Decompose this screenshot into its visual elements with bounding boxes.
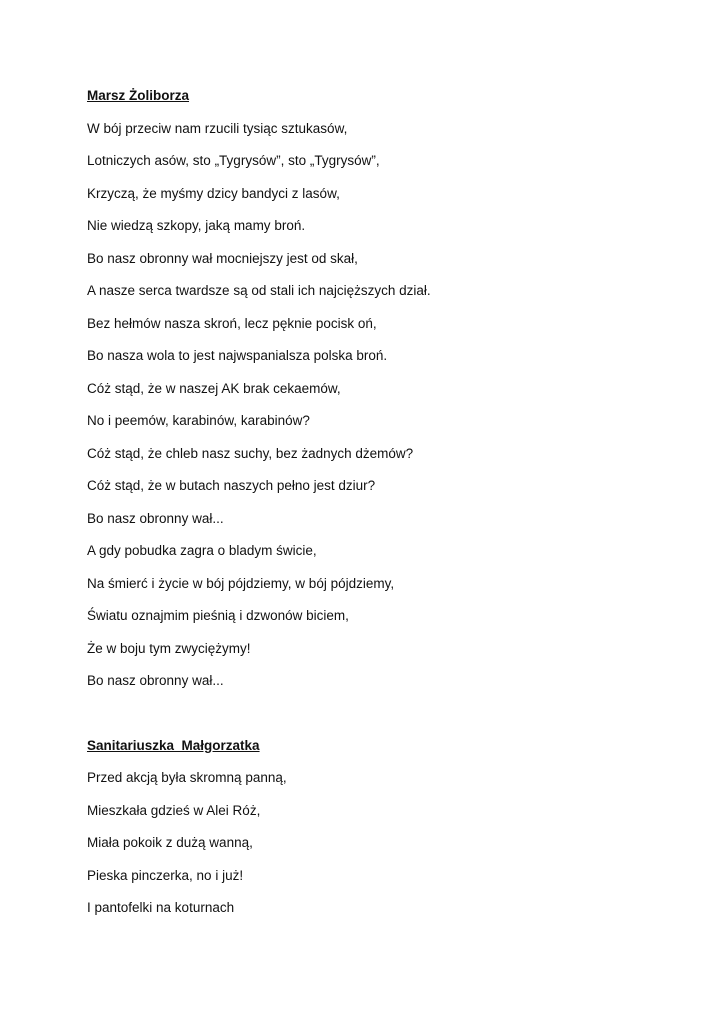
lyric-line: Nie wiedzą szkopy, jaką mamy broń. (87, 218, 306, 233)
lyric-line: W bój przeciw nam rzucili tysiąc sztukasów, (87, 120, 348, 136)
lyric-line: Cóż stąd, że chleb nasz suchy, bez żadnych dżemów? (87, 445, 414, 461)
lyric-line: Bez hełmów nasza skroń, lecz pęknie pocisk oń, (87, 315, 377, 331)
lyric-line: Krzyczą, że myśmy dzicy bandyci z lasów, (87, 185, 340, 201)
lyric-line: A nasze serca twardsze są od stali ich najcięższych dział. (87, 283, 431, 298)
lyric-line: I pantofelki na koturnach (87, 900, 235, 915)
lyric-line: No i peemów, karabinów, karabinów? (87, 413, 310, 428)
lyric-line: Że w boju tym zwyciężymy! (87, 640, 251, 656)
song-title-marsz-zoliborza: Marsz Żoliborza (87, 88, 190, 103)
song-separator (87, 704, 687, 736)
document-content (87, 86, 687, 931)
lyric-line: Cóż stąd, że w naszej AK brak cekaemów, (87, 380, 341, 396)
lyric-line: Na śmierć i życie w bój pójdziemy, w bój pójdziemy, (87, 575, 395, 591)
lyric-line: Bo nasza wola to jest najwspanialsza polska broń. (87, 348, 388, 363)
lyric-line: Światu oznajmim pieśnią i dzwonów biciem, (87, 608, 349, 623)
song-lyrics-marsz-zoliborza (87, 119, 687, 704)
lyric-line: Cóż stąd, że w butach naszych pełno jest dziur? (87, 478, 376, 493)
song-lyrics-sanitariuszka-malgorzatka (87, 768, 687, 931)
lyric-line: Pieska pinczerka, no i już! (87, 867, 244, 883)
lyric-line: Bo nasz obronny wał... (87, 673, 224, 688)
lyric-line: Miała pokoik z dużą wanną, (87, 835, 253, 850)
lyric-line: A gdy pobudka zagra o bladym świcie, (87, 543, 317, 558)
song-title-sanitariuszka-malgorzatka: Sanitariuszka Małgorzatka (87, 737, 260, 753)
lyric-line: Lotniczych asów, sto „Tygrysów”, sto „Tygrysów”, (87, 153, 380, 168)
lyric-line: Mieszkała gdzieś w Alei Róż, (87, 802, 261, 818)
lyric-line: Bo nasz obronny wał... (87, 510, 224, 526)
lyric-line: Przed akcją była skromną panną, (87, 770, 287, 785)
lyric-line: Bo nasz obronny wał mocniejszy jest od skał, (87, 250, 358, 266)
